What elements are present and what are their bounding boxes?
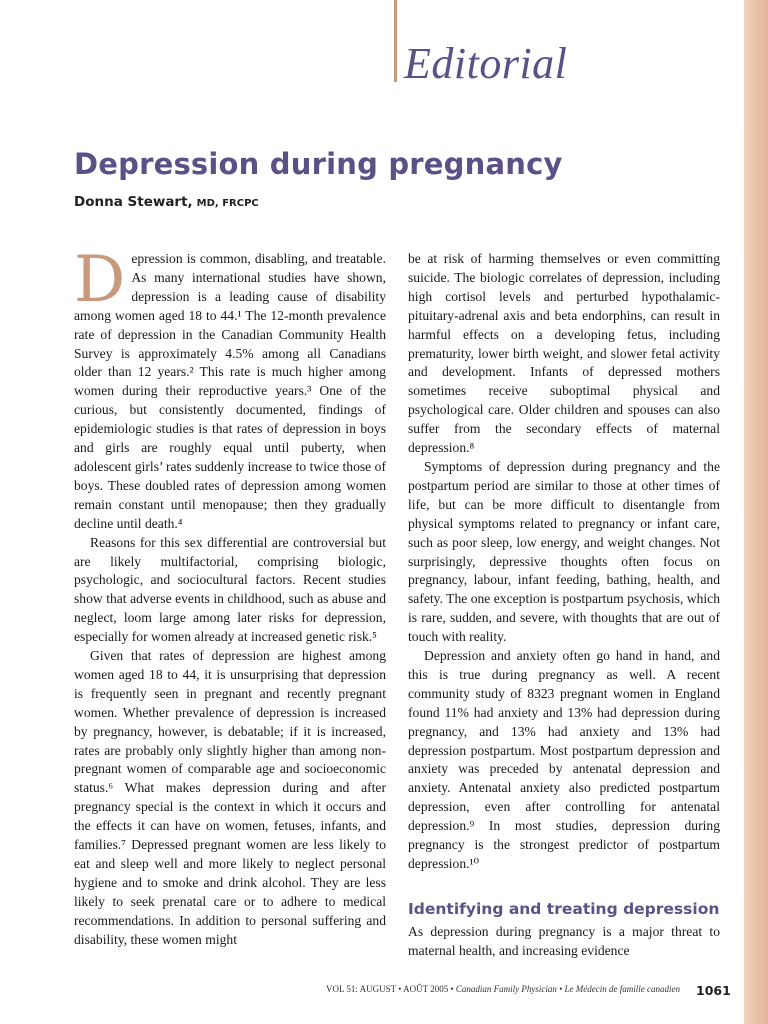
article-title: Depression during pregnancy — [74, 147, 563, 181]
paragraph-7: As depression during pregnancy is a major threat to maternal health, and increasing evidence — [408, 923, 720, 958]
left-column — [74, 243, 386, 950]
page-footer — [326, 984, 680, 994]
paragraph-3: Given that rates of depression are highest among women aged 18 to 44, it is unsurprising that depression is frequently seen in pregnant and recently pregnant women. Whether prevalence of depression is increased by pregnancy, however, is debatable; if it is increased, rates are probably only slightly higher than among non-pregnant women of comparable age and socioeconomic status.⁶ What makes depression during and after pregnancy special is the context in which it occurs and the effects it can have on women, fetuses, infants, and families.⁷ Depressed pregnant women are less likely to eat and sleep well and more likely to neglect personal hygiene and to smoke and drink alcohol. They are less likely to seek prenatal care or to adhere to medical recommendations. In addition to personal suffering and disability, these women might — [74, 648, 386, 947]
subheading: Identifying and treating depression — [408, 899, 720, 918]
paragraph-1 — [74, 243, 386, 534]
section-divider-rule — [394, 0, 397, 82]
drop-cap: D — [74, 243, 126, 317]
byline — [74, 194, 259, 210]
journal-name: Canadian Family Physician • Le Médecin de famille canadien — [455, 984, 681, 994]
decorative-side-strip — [744, 0, 768, 1024]
right-column — [408, 250, 720, 961]
issue-info: VOL 51: AUGUST • AOÛT 2005 • — [326, 984, 454, 994]
section-label: Editorial — [404, 39, 568, 88]
paragraph-2: Reasons for this sex differential are controversial but are likely multifactorial, comprising biologic, psychologic, and sociocultural factors. Recent studies show that adverse events in childhood, such as abuse and neglect, loom large among later risks for depression, especially for women already at increased genetic risk.⁵ — [74, 534, 386, 645]
paragraph-4: be at risk of harming themselves or even committing suicide. The biologic correlates of depression, including high cortisol levels and perturbed hypothalamic-pituitary-adrenal axis and beta endorphins, can result in harmful effects on a developing fetus, including prematurity, lower birth weight, and slower fetal activity and development. Infants of depressed mothers sometimes receive suboptimal physical and psychological care. Older children and spouses can also suffer from the secondary effects of maternal depression.⁸ — [408, 251, 720, 456]
paragraph-5: Symptoms of depression during pregnancy and the postpartum period are similar to those at other times of life, but can be more difficult to disentangle from physical symptoms related to pregnancy or infant care, such as poor sleep, low energy, and weight changes. Not surprisingly, depressive thoughts often focus on pregnancy, labour, infant feeding, bathing, health, and safety. The one exception is postpartum psychosis, which is rare, sudden, and severe, with thoughts that are out of touch with reality. — [408, 458, 720, 645]
paragraph-6: Depression and anxiety often go hand in hand, and this is true during pregnancy as well. A recent community study of 8323 pregnant women in England found 11% had anxiety and 13% had depression during pregnancy, and 13% had anxiety and 13% had depression postpartum. Most postpartum depression and anxiety was preceded by antenatal depression and anxiety. Antenatal anxiety also predicted postpartum depression, even after controlling for antenatal depression.⁹ In most studies, depression during pregnancy is the strongest predictor of postpartum depression.¹⁰ — [408, 648, 720, 871]
author-credentials: MD, FRCPC — [196, 198, 259, 209]
page-number: 1061 — [696, 983, 731, 998]
paragraph-1-text: epression is common, disabling, and treatable. As many international studies have shown, depression is a leading cause of disability among women aged 18 to 44.¹ The 12-month prevalence rate of depression in the Canadian Community Health Survey is approximately 4.5% among all Canadians older than 12 years.² This rate is much higher among women during their reproductive years.³ One of the curious, but consistently documented, findings of epidemiologic studies is that rates of depression in boys and girls are roughly equal until puberty, when adolescent girls’ rates suddenly increase to twice those of boys. These doubled rates of depression among women remain constant until menopause; then they gradually decline until death.⁴ — [74, 251, 386, 531]
author-name: Donna Stewart, — [74, 194, 193, 210]
